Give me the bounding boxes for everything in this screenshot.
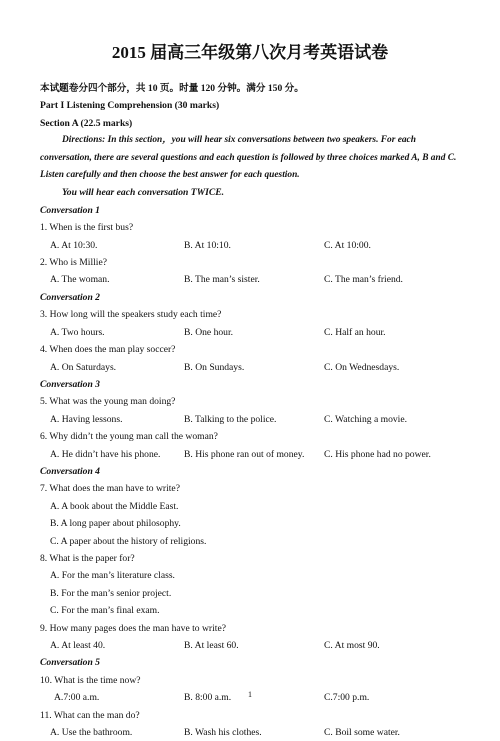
choice-a: A. A book about the Middle East.	[50, 500, 179, 512]
choice-b: B. Wash his clothes.	[184, 727, 262, 739]
page-number: 1	[248, 690, 252, 699]
choice-c: C. At most 90.	[324, 640, 380, 651]
conversation-heading: Conversation 5	[40, 657, 100, 669]
question-1: 1. When is the first bus?	[40, 222, 134, 234]
choice-b: B. At 10:10.	[184, 239, 231, 251]
choice-c: C. Boil some water.	[324, 727, 400, 739]
choice-a: A.7:00 a.m.	[54, 692, 100, 704]
choice-c: C. At 10:00.	[324, 239, 371, 251]
choices-2	[40, 271, 465, 288]
choice-b: B. 8:00 a.m.	[184, 692, 232, 704]
choice-a: A. At least 40.	[50, 640, 106, 651]
section-heading: Section A (22.5 marks)	[40, 117, 133, 129]
choice-b: B. At least 60.	[184, 640, 239, 651]
question-2: 2. Who is Millie?	[40, 257, 107, 269]
question-5: 5. What was the young man doing?	[40, 396, 176, 408]
question-6: 6. Why didn’t the young man call the woman?	[40, 431, 218, 443]
choice-a: A. At 10:30.	[50, 239, 98, 251]
choice-c: C. Watching a movie.	[324, 413, 407, 425]
choice-c: C. The man’s friend.	[324, 274, 403, 286]
choice-b: B. Talking to the police.	[184, 413, 277, 425]
part-heading: Part I Listening Comprehension (30 marks)	[40, 100, 220, 112]
question-4: 4. When does the man play soccer?	[40, 344, 176, 356]
choice-a: A. For the man’s literature class.	[50, 570, 175, 582]
choice-c: C. A paper about the history of religions.	[50, 535, 207, 547]
choice-a: A. Two hours.	[50, 326, 105, 338]
choices-4	[40, 359, 465, 376]
choice-a: A. He didn’t have his phone.	[50, 448, 161, 460]
page-title: 2015 届高三年级第八次月考英语试卷	[111, 43, 389, 62]
question-11: 11. What can the man do?	[40, 709, 140, 721]
question-10: 10. What is the time now?	[40, 674, 141, 686]
choice-b: B. The man’s sister.	[184, 274, 260, 286]
question-7: 7. What does the man have to write?	[40, 483, 180, 495]
choice-b: B. For the man’s senior project.	[50, 587, 172, 599]
choice-b: B. On Sundays.	[184, 361, 245, 373]
question-9: 9. How many pages does the man have to write?	[40, 622, 226, 634]
choices-11	[40, 724, 465, 741]
choice-c: C. His phone had no power.	[324, 448, 431, 460]
choice-b: B. A long paper about philosophy.	[50, 518, 181, 530]
choices-6	[40, 446, 465, 463]
choice-a: A. On Saturdays.	[50, 361, 117, 373]
question-3: 3. How long will the speakers study each time?	[40, 309, 222, 321]
conversation-heading: Conversation 1	[40, 204, 100, 216]
choice-a: A. Having lessons.	[50, 413, 123, 425]
choice-a: A. The woman.	[50, 274, 110, 286]
exam-content	[40, 80, 465, 741]
intro-text: 本试题卷分四个部分，共 10 页。时量 120 分钟。满分 150 分。	[40, 83, 304, 94]
listen-twice-note: You will hear each conversation TWICE.	[62, 187, 225, 199]
choice-c: C.7:00 p.m.	[324, 692, 370, 704]
choice-b: B. One hour.	[184, 326, 234, 338]
directions-text: Directions: In this section，you will hear six conversations between two speakers. For each conversation, there are several questions and each question is followed by three choices marked A, B and C. Listen carefully and then choose the best answer for each question.	[40, 135, 457, 181]
choices-9	[40, 637, 465, 654]
choice-c: C. For the man’s final exam.	[50, 605, 160, 617]
conversation-heading: Conversation 4	[40, 465, 100, 477]
choices-3	[40, 324, 465, 341]
conversation-heading: Conversation 3	[40, 378, 100, 390]
choices-5	[40, 411, 465, 428]
conversation-heading: Conversation 2	[40, 291, 100, 303]
choices-1	[40, 237, 465, 254]
choice-a: A. Use the bathroom.	[50, 727, 133, 739]
choice-c: C. On Wednesdays.	[324, 361, 400, 373]
choice-c: C. Half an hour.	[324, 326, 386, 338]
question-8: 8. What is the paper for?	[40, 552, 135, 564]
choice-b: B. His phone ran out of money.	[184, 448, 305, 460]
